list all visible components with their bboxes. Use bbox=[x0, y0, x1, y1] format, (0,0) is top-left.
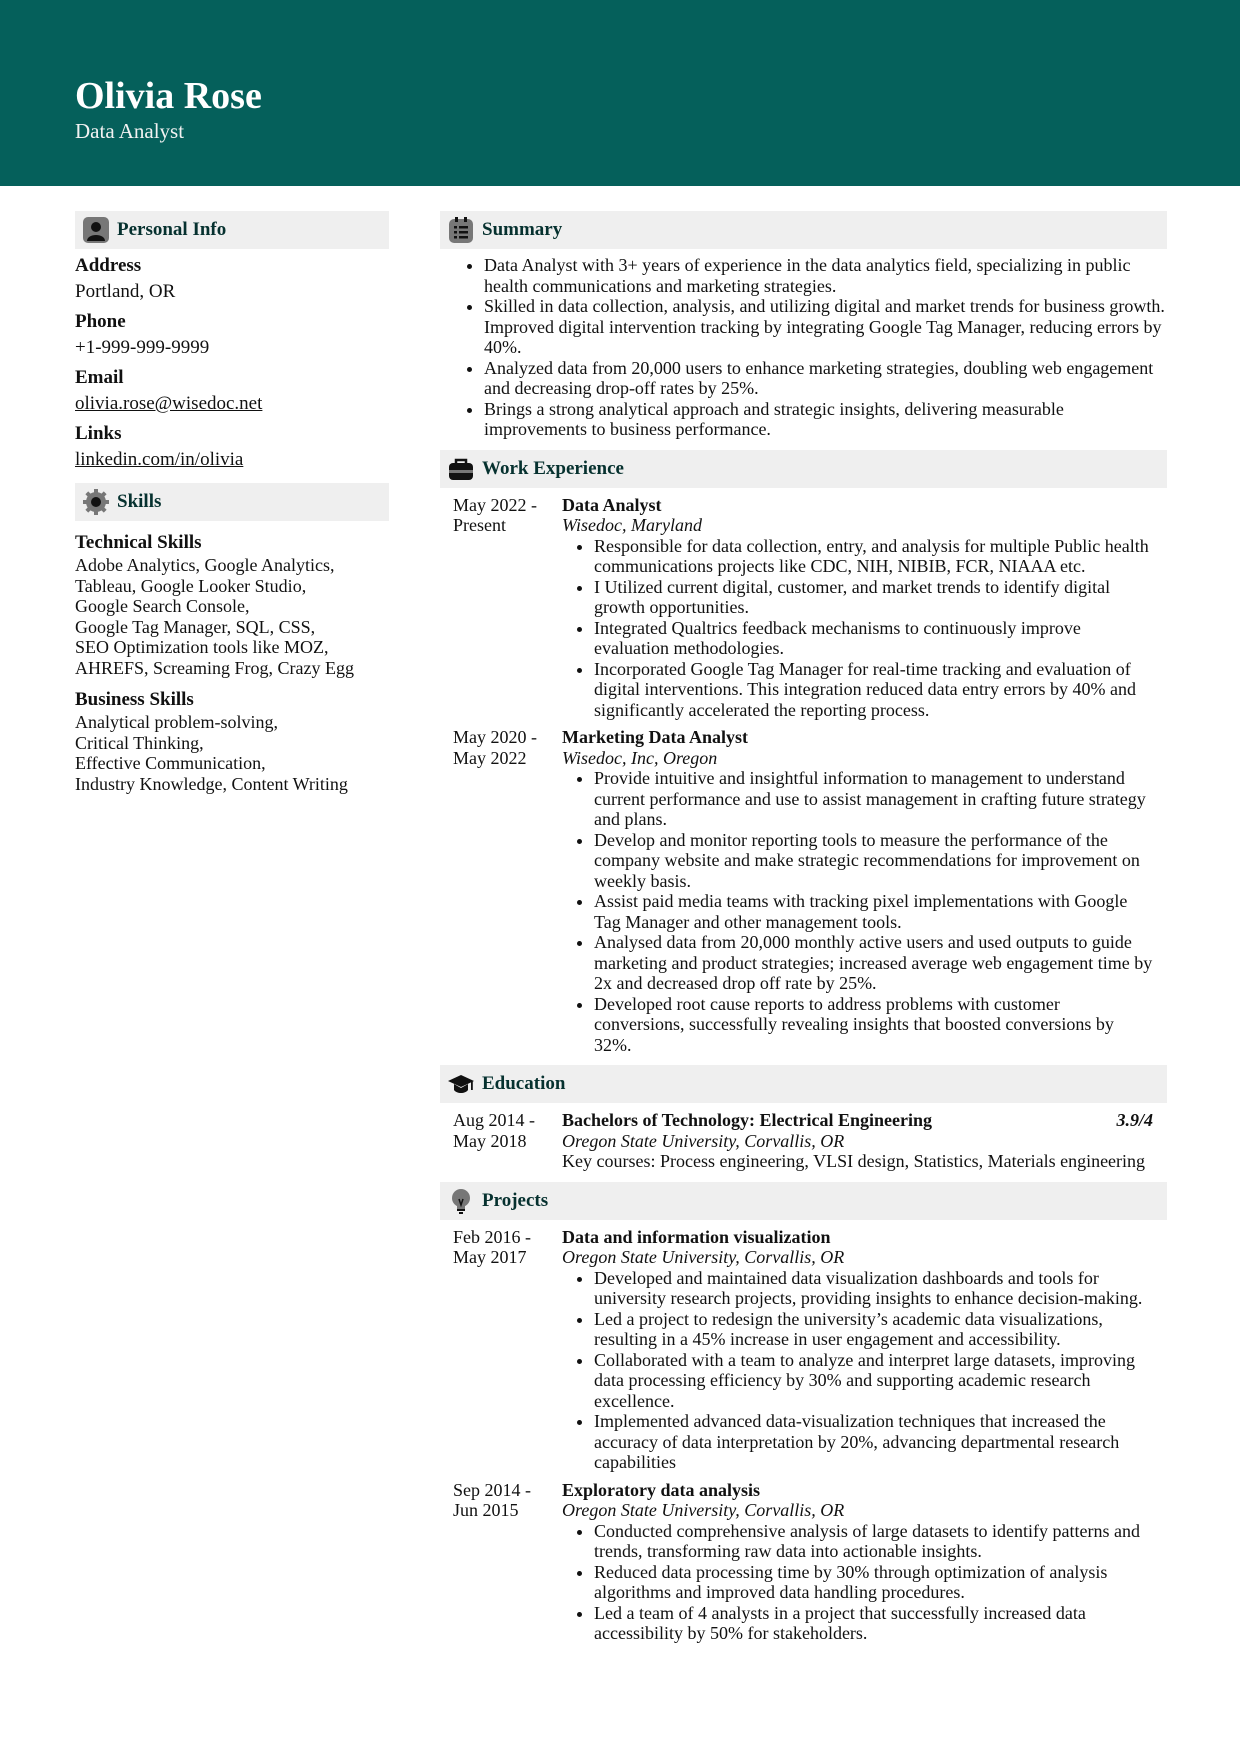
list-item: • Led a project to redesign the university’s academic data visualizations, resulting in a 45% increase in user engagement and accessibility. bbox=[594, 1309, 1153, 1350]
education-title: Education bbox=[482, 1073, 566, 1094]
job-date bbox=[440, 727, 562, 1055]
list-item: • Responsible for data collection, entry, and analysis for multiple Public health communications projects like CDC, NIH, NIBIB, FCR, NIAAA etc. bbox=[594, 536, 1153, 577]
address-value: Portland, OR bbox=[75, 281, 176, 302]
skill-line: Google Tag Manager, SQL, CSS, bbox=[75, 616, 316, 637]
skills-title: Skills bbox=[117, 491, 162, 512]
summary-list bbox=[440, 255, 1167, 440]
project-date bbox=[440, 1227, 562, 1473]
list-item: • Develop and monitor reporting tools to measure the performance of the company website and make strategic recommendations for improvement on weekly basis. bbox=[594, 830, 1153, 892]
graduation-cap-icon bbox=[446, 1069, 476, 1099]
list-item: • Analysed data from 20,000 monthly active users and used outputs to guide marketing and product strategies; increased average web engagement time by 2x and decreased drop off rate by 25%. bbox=[594, 932, 1153, 994]
project-entry bbox=[440, 1480, 1167, 1644]
briefcase-icon bbox=[446, 454, 476, 484]
technical-skills-list bbox=[75, 555, 389, 678]
job-title: Marketing Data Analyst bbox=[562, 727, 748, 747]
project-title: Data and information visualization bbox=[562, 1226, 831, 1247]
date-end: May 2018 bbox=[453, 1130, 527, 1151]
projects-title: Projects bbox=[482, 1189, 549, 1211]
summary-title: Summary bbox=[482, 219, 563, 240]
date-end: Present bbox=[453, 515, 506, 535]
project-body bbox=[562, 1227, 1167, 1473]
business-skills-list bbox=[75, 712, 389, 794]
job-entry bbox=[440, 727, 1167, 1055]
job-bullets bbox=[562, 768, 1153, 1055]
job-company: Wisedoc, Inc, Oregon bbox=[562, 747, 718, 768]
list-item: • Skilled in data collection, analysis, and utilizing digital and market trends for business growth. Improved digital intervention tracking by integrating Google Tag Manager, reducing errors by 40%. bbox=[484, 296, 1167, 358]
skill-line: Critical Thinking, bbox=[75, 732, 204, 753]
work-experience-heading bbox=[440, 450, 1167, 488]
project-entry bbox=[440, 1227, 1167, 1473]
list-item: • Developed and maintained data visualization dashboards and tools for university research projects, providing insights to enhance decision-making. bbox=[594, 1268, 1153, 1309]
list-item: • Brings a strong analytical approach and strategic insights, delivering measurable improvements to business performance. bbox=[484, 399, 1167, 440]
skill-line: Google Search Console, bbox=[75, 596, 250, 616]
address-label: Address bbox=[75, 255, 142, 276]
key-courses: Key courses: Process engineering, VLSI design, Statistics, Materials engineering bbox=[562, 1151, 1146, 1171]
left-column bbox=[75, 211, 389, 794]
project-title: Exploratory data analysis bbox=[562, 1479, 761, 1500]
person-icon bbox=[81, 215, 111, 245]
list-item: • Reduced data processing time by 30% through optimization of analysis algorithms and improved data handling procedures. bbox=[594, 1562, 1153, 1603]
skill-line: AHREFS, Screaming Frog, Crazy Egg bbox=[75, 657, 354, 678]
list-item: • Provide intuitive and insightful information to management to understand current performance and use to assist management in crafting future strategy and plans. bbox=[594, 768, 1153, 830]
skill-line: Adobe Analytics, Google Analytics, bbox=[75, 555, 335, 575]
email-label: Email bbox=[75, 367, 124, 388]
date-end: Jun 2015 bbox=[453, 1500, 519, 1520]
project-body bbox=[562, 1480, 1167, 1644]
list-item: • Led a team of 4 analysts in a project that successfully increased data accessibility by 50% for stakeholders. bbox=[594, 1603, 1153, 1644]
project-org: Oregon State University, Corvallis, OR bbox=[562, 1247, 845, 1267]
date-start: Aug 2014 - bbox=[453, 1110, 535, 1130]
job-bullets bbox=[562, 536, 1153, 721]
education-entry bbox=[440, 1110, 1167, 1172]
projects-heading bbox=[440, 1182, 1167, 1220]
phone-label: Phone bbox=[75, 311, 126, 332]
job-body bbox=[562, 495, 1167, 721]
lightbulb-icon bbox=[446, 1186, 476, 1216]
list-item: • Collaborated with a team to analyze and interpret large datasets, improving data processing efficiency by 30% and supporting academic research excellence. bbox=[594, 1350, 1153, 1412]
resume-header bbox=[0, 0, 1240, 186]
list-item: • Incorporated Google Tag Manager for real-time tracking and evaluation of digital interventions. This integration reduced data entry errors by 40% and significantly accelerated the reporting process. bbox=[594, 659, 1153, 721]
summary-heading bbox=[440, 211, 1167, 249]
technical-skills-title: Technical Skills bbox=[75, 532, 202, 553]
date-start: May 2022 - bbox=[453, 494, 537, 515]
list-icon bbox=[446, 215, 476, 245]
date-start: May 2020 - bbox=[453, 727, 537, 747]
list-item: • Assist paid media teams with tracking pixel implementations with Google Tag Manager and other management tools. bbox=[594, 891, 1153, 932]
skill-line: Tableau, Google Looker Studio, bbox=[75, 575, 307, 596]
school-name: Oregon State University, Corvallis, OR bbox=[562, 1130, 845, 1151]
skill-line: Industry Knowledge, Content Writing bbox=[75, 773, 348, 794]
project-date bbox=[440, 1480, 562, 1644]
degree-title: Bachelors of Technology: Electrical Engineering bbox=[562, 1110, 932, 1130]
linkedin-link[interactable]: linkedin.com/in/olivia bbox=[75, 449, 244, 470]
list-item: • Data Analyst with 3+ years of experience in the data analytics field, specializing in public health communications and marketing strategies. bbox=[484, 255, 1167, 296]
date-start: Sep 2014 - bbox=[453, 1479, 531, 1500]
list-item: • Integrated Qualtrics feedback mechanisms to continuously improve evaluation methodologies. bbox=[594, 618, 1153, 659]
list-item: • Developed root cause reports to address problems with customer conversions, successfully revealing insights that boosted conversions by 32%. bbox=[594, 994, 1153, 1056]
personal-info-title: Personal Info bbox=[117, 219, 227, 240]
email-link[interactable]: olivia.rose@wisedoc.net bbox=[75, 393, 263, 414]
project-org: Oregon State University, Corvallis, OR bbox=[562, 1500, 845, 1520]
date-start: Feb 2016 - bbox=[453, 1226, 531, 1247]
gpa-value: 3.9/4 bbox=[1116, 1110, 1153, 1130]
education-body bbox=[562, 1110, 1167, 1172]
date-end: May 2022 bbox=[453, 747, 527, 768]
job-body bbox=[562, 727, 1167, 1055]
list-item: • I Utilized current digital, customer, and market trends to identify digital growth opportunities. bbox=[594, 577, 1153, 618]
candidate-role: Data Analyst bbox=[75, 119, 185, 143]
right-column bbox=[440, 211, 1167, 1644]
links-label: Links bbox=[75, 423, 122, 444]
job-entry bbox=[440, 495, 1167, 721]
skill-line: Analytical problem-solving, bbox=[75, 712, 278, 732]
date-end: May 2017 bbox=[453, 1247, 527, 1267]
candidate-name: Olivia Rose bbox=[75, 75, 262, 117]
skill-line: SEO Optimization tools like MOZ, bbox=[75, 637, 329, 657]
skills-heading bbox=[75, 483, 389, 521]
personal-info-heading bbox=[75, 211, 389, 249]
project-bullets bbox=[562, 1521, 1153, 1644]
phone-value: +1-999-999-9999 bbox=[75, 337, 210, 358]
business-skills-title: Business Skills bbox=[75, 689, 194, 710]
project-bullets bbox=[562, 1268, 1153, 1473]
skill-line: Effective Communication, bbox=[75, 753, 266, 773]
job-date bbox=[440, 495, 562, 721]
job-company: Wisedoc, Maryland bbox=[562, 515, 702, 535]
list-item: • Implemented advanced data-visualization techniques that increased the accuracy of data interpretation by 20%, advancing departmental research capabilities bbox=[594, 1411, 1153, 1473]
education-date bbox=[440, 1110, 562, 1172]
list-item: • Conducted comprehensive analysis of large datasets to identify patterns and trends, transforming raw data into actionable insights. bbox=[594, 1521, 1153, 1562]
work-experience-title: Work Experience bbox=[482, 457, 624, 479]
gear-icon bbox=[81, 487, 111, 517]
education-heading bbox=[440, 1065, 1167, 1103]
job-title: Data Analyst bbox=[562, 494, 662, 515]
list-item: • Analyzed data from 20,000 users to enhance marketing strategies, doubling web engagement and decreasing drop-off rates by 25%. bbox=[484, 358, 1167, 399]
